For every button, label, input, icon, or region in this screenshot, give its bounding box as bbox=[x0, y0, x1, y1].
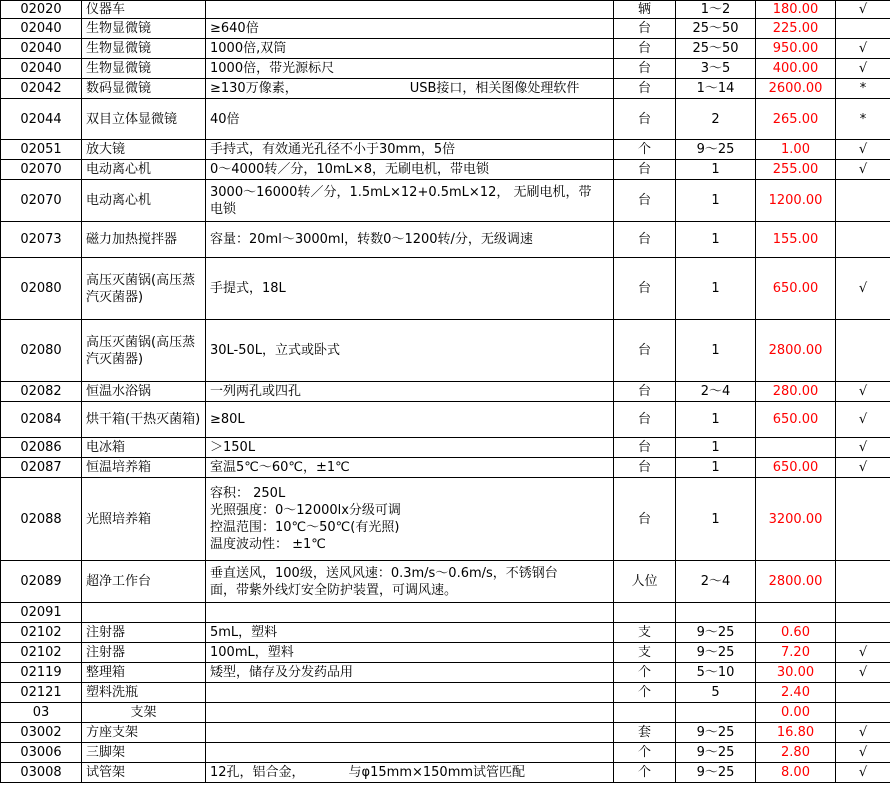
item-unit-cell: 台 bbox=[614, 478, 676, 561]
item-unit-cell: 台 bbox=[614, 39, 676, 59]
spec-line: 容量：20ml～3000ml，转数0～1200转/分，无级调速 bbox=[210, 232, 533, 247]
item-mark-cell bbox=[836, 478, 890, 561]
item-mark-cell: √ bbox=[836, 1, 890, 19]
table-row bbox=[1, 458, 890, 478]
item-unit-cell: 人位 bbox=[614, 561, 676, 603]
table-row bbox=[1, 438, 890, 458]
spec-line: 手提式，18L bbox=[210, 281, 286, 296]
item-mark-cell bbox=[836, 603, 890, 623]
item-code-cell: 02102 bbox=[1, 623, 82, 643]
item-name-cell: 烘干箱(干热灭菌箱) bbox=[82, 402, 206, 438]
item-spec-cell bbox=[206, 99, 614, 140]
item-mark-cell: √ bbox=[836, 438, 890, 458]
item-unit-cell: 个 bbox=[614, 663, 676, 683]
item-code-cell: 02020 bbox=[1, 1, 82, 19]
item-code-cell: 02070 bbox=[1, 180, 82, 222]
item-spec-cell bbox=[206, 458, 614, 478]
equipment-table-body bbox=[1, 1, 890, 783]
item-code-cell: 02042 bbox=[1, 79, 82, 99]
item-qty-cell: 9～25 bbox=[676, 723, 756, 743]
item-spec-cell bbox=[206, 683, 614, 703]
item-spec-cell bbox=[206, 320, 614, 382]
table-row bbox=[1, 743, 890, 763]
item-qty-cell: 5～10 bbox=[676, 663, 756, 683]
item-spec-cell bbox=[206, 1, 614, 19]
item-qty-cell: 9～25 bbox=[676, 763, 756, 783]
item-unit-cell: 个 bbox=[614, 743, 676, 763]
table-row bbox=[1, 320, 890, 382]
item-name-cell: 放大镜 bbox=[82, 140, 206, 160]
item-unit-cell: 台 bbox=[614, 59, 676, 79]
item-name-cell: 方座支架 bbox=[82, 723, 206, 743]
item-unit-cell bbox=[614, 603, 676, 623]
item-unit-cell: 台 bbox=[614, 99, 676, 140]
spec-line: ≥640倍 bbox=[210, 21, 259, 36]
item-code-cell: 02086 bbox=[1, 438, 82, 458]
item-name-cell: 生物显微镜 bbox=[82, 19, 206, 39]
item-qty-cell: 9～25 bbox=[676, 140, 756, 160]
table-row bbox=[1, 603, 890, 623]
item-price-cell: 180.00 bbox=[756, 1, 836, 19]
item-spec-cell bbox=[206, 59, 614, 79]
item-mark-cell: √ bbox=[836, 140, 890, 160]
item-mark-cell: √ bbox=[836, 743, 890, 763]
item-qty-cell bbox=[676, 603, 756, 623]
item-price-cell: 2800.00 bbox=[756, 561, 836, 603]
spec-line: 40倍 bbox=[210, 111, 240, 127]
item-mark-cell bbox=[836, 180, 890, 222]
table-row bbox=[1, 160, 890, 180]
item-name-cell: 双目立体显微镜 bbox=[82, 99, 206, 140]
item-mark-cell: √ bbox=[836, 402, 890, 438]
item-spec-cell bbox=[206, 402, 614, 438]
item-price-cell: 950.00 bbox=[756, 39, 836, 59]
table-row bbox=[1, 59, 890, 79]
spec-line: 手持式，有效通光孔径不小于30mm，5倍 bbox=[210, 142, 456, 157]
item-price-cell: 650.00 bbox=[756, 458, 836, 478]
item-price-cell: 2.80 bbox=[756, 743, 836, 763]
spec-line: ≥130万像素， bbox=[210, 81, 298, 96]
item-qty-cell: 5 bbox=[676, 683, 756, 703]
table-row bbox=[1, 19, 890, 39]
item-spec-cell bbox=[206, 19, 614, 39]
item-code-cell: 02087 bbox=[1, 458, 82, 478]
item-unit-cell: 支 bbox=[614, 643, 676, 663]
spec-line: USB接口，相关图像处理软件 bbox=[409, 81, 580, 96]
item-mark-cell: √ bbox=[836, 39, 890, 59]
item-code-cell: 03 bbox=[1, 703, 82, 723]
item-name-cell: 仪器车 bbox=[82, 1, 206, 19]
item-name-cell: 电动离心机 bbox=[82, 180, 206, 222]
table-row bbox=[1, 402, 890, 438]
table-row bbox=[1, 258, 890, 320]
item-qty-cell: 9～25 bbox=[676, 743, 756, 763]
item-code-cell: 02073 bbox=[1, 222, 82, 258]
item-code-cell: 02089 bbox=[1, 561, 82, 603]
item-spec-cell bbox=[206, 140, 614, 160]
item-unit-cell: 个 bbox=[614, 140, 676, 160]
spec-line: 5mL，塑料 bbox=[210, 625, 278, 640]
item-qty-cell: 1～2 bbox=[676, 1, 756, 19]
spec-line: ＞150L bbox=[210, 440, 256, 455]
item-mark-cell: * bbox=[836, 99, 890, 140]
item-code-cell: 02051 bbox=[1, 140, 82, 160]
item-spec-cell bbox=[206, 561, 614, 603]
item-price-cell: 650.00 bbox=[756, 402, 836, 438]
item-qty-cell: 25～50 bbox=[676, 19, 756, 39]
item-name-cell: 恒温水浴锅 bbox=[82, 382, 206, 402]
item-code-cell: 02121 bbox=[1, 683, 82, 703]
table-row bbox=[1, 39, 890, 59]
item-name-cell: 注射器 bbox=[82, 643, 206, 663]
item-code-cell: 02040 bbox=[1, 39, 82, 59]
table-row bbox=[1, 478, 890, 561]
item-spec-cell bbox=[206, 723, 614, 743]
item-spec-cell bbox=[206, 663, 614, 683]
spec-line: 1000倍,双筒 bbox=[210, 41, 287, 56]
item-code-cell: 02102 bbox=[1, 643, 82, 663]
item-name-cell: 高压灭菌锅(高压蒸汽灭菌器) bbox=[82, 320, 206, 382]
table-row bbox=[1, 561, 890, 603]
item-name-cell: 磁力加热搅拌器 bbox=[82, 222, 206, 258]
table-row bbox=[1, 663, 890, 683]
item-mark-cell: √ bbox=[836, 160, 890, 180]
item-spec-cell bbox=[206, 743, 614, 763]
item-mark-cell: √ bbox=[836, 663, 890, 683]
item-code-cell: 03006 bbox=[1, 743, 82, 763]
item-spec-cell bbox=[206, 603, 614, 623]
item-name-cell: 电冰箱 bbox=[82, 438, 206, 458]
item-unit-cell: 台 bbox=[614, 19, 676, 39]
item-name-cell: 试管架 bbox=[82, 763, 206, 783]
spec-line: 100mL，塑料 bbox=[210, 645, 294, 660]
item-unit-cell: 套 bbox=[614, 723, 676, 743]
item-name-cell: 注射器 bbox=[82, 623, 206, 643]
spec-line: 12孔，铝合金， bbox=[210, 765, 305, 780]
item-code-cell: 03002 bbox=[1, 723, 82, 743]
item-code-cell: 02040 bbox=[1, 19, 82, 39]
spec-line: 1000倍，带光源标尺 bbox=[210, 61, 335, 76]
table-row bbox=[1, 623, 890, 643]
item-spec-cell bbox=[206, 478, 614, 561]
item-mark-cell bbox=[836, 703, 890, 723]
item-unit-cell: 台 bbox=[614, 79, 676, 99]
item-mark-cell: √ bbox=[836, 258, 890, 320]
item-spec-cell bbox=[206, 180, 614, 222]
spec-line: 容积： 250L bbox=[210, 486, 286, 501]
item-qty-cell: 2～4 bbox=[676, 382, 756, 402]
item-spec-cell bbox=[206, 382, 614, 402]
item-qty-cell: 1 bbox=[676, 222, 756, 258]
item-qty-cell: 1 bbox=[676, 180, 756, 222]
item-mark-cell bbox=[836, 222, 890, 258]
item-name-cell: 超净工作台 bbox=[82, 561, 206, 603]
item-spec-cell bbox=[206, 79, 614, 99]
item-mark-cell: √ bbox=[836, 382, 890, 402]
item-name-cell: 三脚架 bbox=[82, 743, 206, 763]
item-mark-cell: * bbox=[836, 79, 890, 99]
table-row bbox=[1, 382, 890, 402]
spec-line: 30L-50L，立式或卧式 bbox=[210, 343, 341, 358]
item-price-cell: 0.00 bbox=[756, 703, 836, 723]
item-spec-cell bbox=[206, 643, 614, 663]
item-qty-cell: 1 bbox=[676, 458, 756, 478]
item-unit-cell: 台 bbox=[614, 258, 676, 320]
item-price-cell: 155.00 bbox=[756, 222, 836, 258]
item-unit-cell: 台 bbox=[614, 222, 676, 258]
spec-line: 矮型，储存及分发药品用 bbox=[210, 665, 354, 680]
item-spec-cell bbox=[206, 160, 614, 180]
item-name-cell: 电动离心机 bbox=[82, 160, 206, 180]
item-unit-cell: 台 bbox=[614, 160, 676, 180]
item-price-cell: 255.00 bbox=[756, 160, 836, 180]
item-spec-cell bbox=[206, 703, 614, 723]
item-code-cell: 02082 bbox=[1, 382, 82, 402]
item-price-cell: 1.00 bbox=[756, 140, 836, 160]
item-price-cell: 225.00 bbox=[756, 19, 836, 39]
item-name-cell: 塑料洗瓶 bbox=[82, 683, 206, 703]
item-price-cell bbox=[756, 603, 836, 623]
item-code-cell: 02044 bbox=[1, 99, 82, 140]
item-qty-cell: 2 bbox=[676, 99, 756, 140]
item-price-cell: 650.00 bbox=[756, 258, 836, 320]
item-price-cell: 16.80 bbox=[756, 723, 836, 743]
item-spec-cell bbox=[206, 438, 614, 458]
item-name-cell: 光照培养箱 bbox=[82, 478, 206, 561]
item-name-cell: 生物显微镜 bbox=[82, 59, 206, 79]
item-mark-cell bbox=[836, 19, 890, 39]
table-row bbox=[1, 703, 890, 723]
item-price-cell: 0.60 bbox=[756, 623, 836, 643]
item-name-cell: 恒温培养箱 bbox=[82, 458, 206, 478]
item-unit-cell: 台 bbox=[614, 438, 676, 458]
table-row bbox=[1, 683, 890, 703]
item-unit-cell: 台 bbox=[614, 458, 676, 478]
item-spec-cell bbox=[206, 222, 614, 258]
item-unit-cell: 台 bbox=[614, 402, 676, 438]
item-code-cell: 02070 bbox=[1, 160, 82, 180]
item-name-cell: 高压灭菌锅(高压蒸汽灭菌器) bbox=[82, 258, 206, 320]
spec-line: 0～4000转／分，10mL×8，无刷电机，带电锁 bbox=[210, 162, 489, 177]
item-name-cell: 生物显微镜 bbox=[82, 39, 206, 59]
item-mark-cell bbox=[836, 623, 890, 643]
item-price-cell: 280.00 bbox=[756, 382, 836, 402]
item-unit-cell: 个 bbox=[614, 763, 676, 783]
item-price-cell bbox=[756, 438, 836, 458]
item-mark-cell bbox=[836, 683, 890, 703]
item-qty-cell bbox=[676, 703, 756, 723]
item-qty-cell: 25～50 bbox=[676, 39, 756, 59]
item-price-cell: 2.40 bbox=[756, 683, 836, 703]
spec-line: ≥80L bbox=[210, 412, 245, 427]
spec-line: 3000～16000转／分，1.5mL×12+0.5mL×12， 无刷电机，带 bbox=[210, 184, 592, 200]
table-row bbox=[1, 79, 890, 99]
item-spec-cell bbox=[206, 763, 614, 783]
item-qty-cell: 2～4 bbox=[676, 561, 756, 603]
item-price-cell: 2600.00 bbox=[756, 79, 836, 99]
item-price-cell: 8.00 bbox=[756, 763, 836, 783]
item-price-cell: 7.20 bbox=[756, 643, 836, 663]
item-code-cell: 03008 bbox=[1, 763, 82, 783]
item-mark-cell: √ bbox=[836, 723, 890, 743]
spec-line: 光照强度：0～12000lx分级可调 bbox=[210, 503, 401, 518]
item-qty-cell: 1 bbox=[676, 160, 756, 180]
item-price-cell: 1200.00 bbox=[756, 180, 836, 222]
table-row bbox=[1, 180, 890, 222]
item-name-cell: 支架 bbox=[82, 703, 206, 723]
item-unit-cell: 台 bbox=[614, 382, 676, 402]
item-price-cell: 30.00 bbox=[756, 663, 836, 683]
item-qty-cell: 1 bbox=[676, 258, 756, 320]
item-price-cell: 265.00 bbox=[756, 99, 836, 140]
item-code-cell: 02080 bbox=[1, 320, 82, 382]
item-code-cell: 02091 bbox=[1, 603, 82, 623]
item-qty-cell: 1～14 bbox=[676, 79, 756, 99]
item-code-cell: 02088 bbox=[1, 478, 82, 561]
item-qty-cell: 1 bbox=[676, 402, 756, 438]
item-spec-cell bbox=[206, 623, 614, 643]
item-mark-cell bbox=[836, 320, 890, 382]
item-qty-cell: 1 bbox=[676, 478, 756, 561]
item-mark-cell bbox=[836, 561, 890, 603]
item-mark-cell: √ bbox=[836, 643, 890, 663]
item-mark-cell: √ bbox=[836, 458, 890, 478]
item-unit-cell: 辆 bbox=[614, 1, 676, 19]
table-row bbox=[1, 763, 890, 783]
table-row bbox=[1, 140, 890, 160]
spec-line: 垂直送风，100级，送风风速：0.3m/s～0.6m/s，不锈钢台 bbox=[210, 565, 558, 581]
table-row bbox=[1, 723, 890, 743]
spec-line: 面，带紫外线灯安全防护装置，可调风速。 bbox=[210, 582, 458, 598]
item-qty-cell: 3～5 bbox=[676, 59, 756, 79]
spec-line: 电锁 bbox=[210, 201, 237, 217]
table-row bbox=[1, 1, 890, 19]
item-unit-cell: 台 bbox=[614, 180, 676, 222]
item-price-cell: 3200.00 bbox=[756, 478, 836, 561]
item-qty-cell: 1 bbox=[676, 320, 756, 382]
table-row bbox=[1, 99, 890, 140]
item-qty-cell: 9～25 bbox=[676, 643, 756, 663]
item-qty-cell: 9～25 bbox=[676, 623, 756, 643]
spec-line: 与φ15mm×150mm试管匹配 bbox=[348, 765, 526, 780]
item-unit-cell bbox=[614, 703, 676, 723]
item-price-cell: 400.00 bbox=[756, 59, 836, 79]
item-code-cell: 02084 bbox=[1, 402, 82, 438]
item-spec-cell bbox=[206, 39, 614, 59]
item-name-cell: 数码显微镜 bbox=[82, 79, 206, 99]
spec-line: 控温范围：10℃～50℃(有光照) bbox=[210, 520, 400, 535]
item-spec-cell bbox=[206, 258, 614, 320]
spec-line: 一列两孔或四孔 bbox=[210, 384, 302, 399]
item-mark-cell: √ bbox=[836, 59, 890, 79]
item-unit-cell: 台 bbox=[614, 320, 676, 382]
item-name-cell bbox=[82, 603, 206, 623]
spec-line: 室温5℃～60℃，±1℃ bbox=[210, 460, 350, 475]
item-qty-cell: 1 bbox=[676, 438, 756, 458]
table-row bbox=[1, 222, 890, 258]
table-row bbox=[1, 643, 890, 663]
spec-line: 温度波动性： ±1℃ bbox=[210, 537, 326, 552]
item-code-cell: 02040 bbox=[1, 59, 82, 79]
item-mark-cell: √ bbox=[836, 763, 890, 783]
item-name-cell: 整理箱 bbox=[82, 663, 206, 683]
item-unit-cell: 个 bbox=[614, 683, 676, 703]
item-unit-cell: 支 bbox=[614, 623, 676, 643]
item-price-cell: 2800.00 bbox=[756, 320, 836, 382]
item-code-cell: 02119 bbox=[1, 663, 82, 683]
item-code-cell: 02080 bbox=[1, 258, 82, 320]
